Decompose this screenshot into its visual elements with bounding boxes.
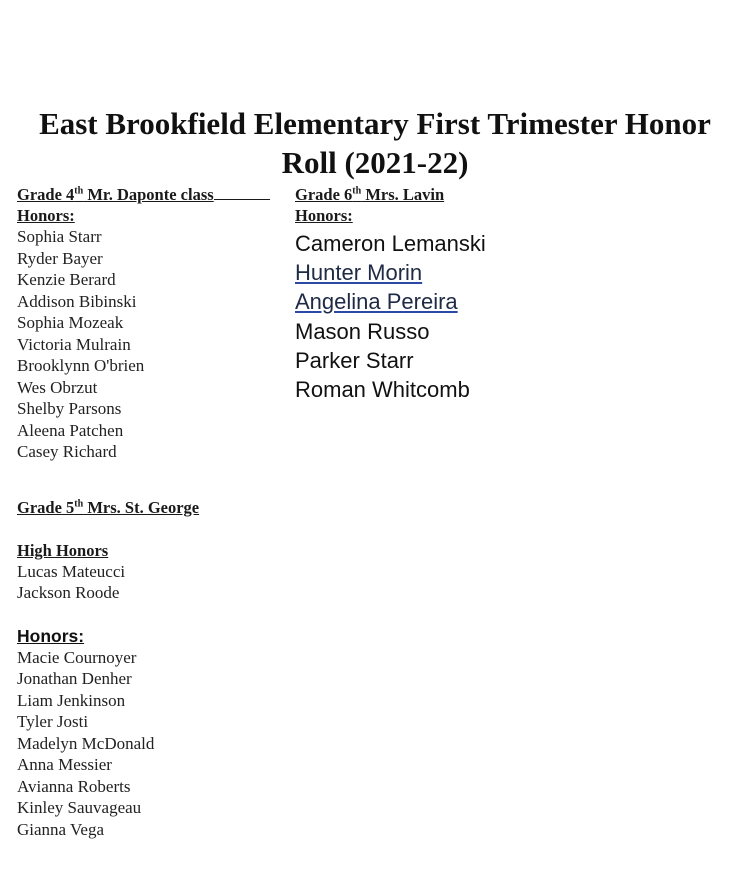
list-item: Cameron Lemanski [295, 231, 486, 256]
spacer [17, 463, 297, 497]
list-item: Jackson Roode [17, 583, 120, 602]
list-item: Anna Messier [17, 755, 112, 774]
list-item: Roman Whitcomb [295, 377, 470, 403]
grade4-heading-underline [214, 185, 270, 200]
list-item: Liam Jenkinson [17, 690, 126, 710]
grade6-heading-prefix: Grade 6 [295, 185, 353, 204]
grade4-heading-sup: th [74, 185, 84, 197]
spacer [17, 604, 297, 626]
grade5-honors-label: Honors: [17, 625, 85, 646]
grade4-heading-prefix: Grade 4 [17, 185, 75, 204]
grade6-heading-sup: th [352, 185, 362, 197]
list-item: Kinley Sauvageau [17, 798, 142, 817]
list-item: Casey Richard [17, 442, 117, 461]
linked-list-item[interactable]: Hunter Morin [295, 260, 423, 286]
list-item: Ryder Bayer [17, 248, 103, 268]
list-item: Aleena Patchen [17, 420, 124, 440]
list-item: Victoria Mulrain [17, 334, 131, 354]
grade6-heading-suffix: Mrs. Lavin [361, 185, 445, 204]
list-item: Macie Cournoyer [17, 647, 137, 667]
list-item: Jonathan Denher [17, 669, 132, 688]
page-title-line-1: East Brookfield Elementary First Trimester Honor [39, 106, 711, 141]
page-title-line-2: Roll (2021-22) [281, 145, 469, 180]
spacer [17, 518, 297, 540]
list-item: Tyler Josti [17, 712, 89, 731]
grade5-heading-suffix: Mrs. St. George [83, 497, 200, 517]
list-item: Kenzie Berard [17, 270, 116, 289]
grade5-honors-list [17, 647, 297, 841]
left-column [17, 184, 297, 840]
grade5-heading [17, 497, 297, 518]
linked-list-item[interactable]: Angelina Pereira [295, 289, 458, 315]
list-item: Wes Obrzut [17, 377, 98, 397]
grade5-high-honors-label: High Honors [17, 540, 109, 560]
grade6-honors-list [295, 229, 735, 404]
list-item: Addison Bibinski [17, 291, 137, 311]
grade4-heading [17, 184, 297, 205]
list-item: Gianna Vega [17, 819, 105, 839]
grade5-heading-prefix: Grade 5 [17, 497, 75, 517]
grade6-honors-label: Honors: [295, 206, 353, 225]
list-item: Avianna Roberts [17, 776, 131, 796]
grade4-honors-list [17, 226, 297, 463]
grade5-heading-sup: th [74, 498, 84, 509]
page-title [0, 104, 750, 182]
list-item: Shelby Parsons [17, 399, 122, 418]
list-item: Sophia Starr [17, 227, 102, 246]
list-item: Brooklynn O'brien [17, 356, 145, 375]
grade4-heading-suffix: Mr. Daponte class [83, 185, 214, 204]
right-column [295, 184, 735, 404]
list-item: Madelyn McDonald [17, 733, 155, 753]
grade4-honors-label: Honors: [17, 206, 75, 225]
list-item: Lucas Mateucci [17, 561, 126, 581]
list-item: Parker Starr [295, 347, 414, 373]
list-item: Sophia Mozeak [17, 313, 124, 332]
list-item: Mason Russo [295, 318, 430, 344]
grade5-high-honors-list [17, 561, 297, 604]
grade6-heading [295, 184, 735, 205]
